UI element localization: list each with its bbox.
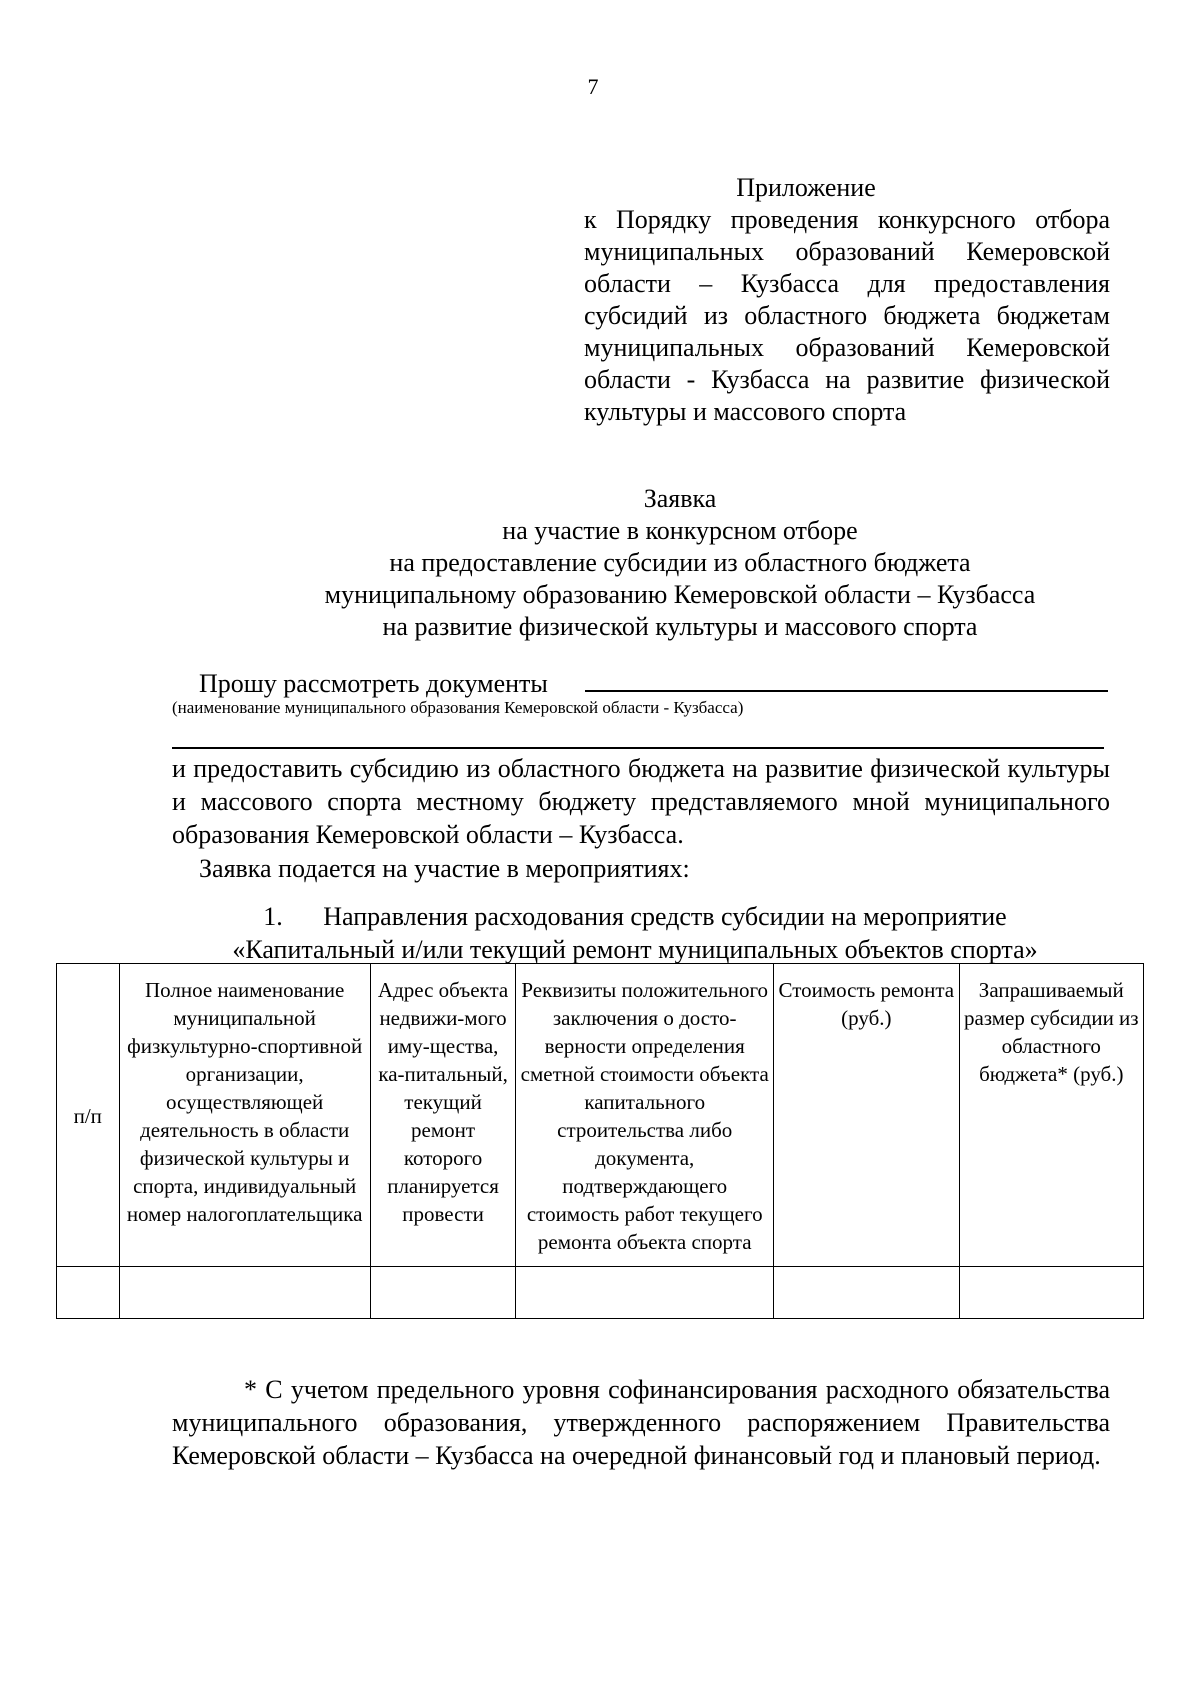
appendix-text: к Порядку проведения конкурсного отбора муниципальных образований Кемеровской области – Кузбасса для предоставления субсидий из областного бюджета бюджетам муниципальных образований Кемеровской области - Кузбасса на развитие физической культуры и массового спорта [584,205,1110,426]
submitted-for: Заявка подается на участие в мероприятиях: [199,854,690,883]
table-header-cell: Реквизиты положительного заключения о досто-верности определения сметной стоимости объекта капитального строительства либо документа, подтверждающего стоимость работ текущего ремонта объекта спорта [516,964,774,1267]
request-lead: Прошу рассмотреть документы [199,669,548,698]
title-line: муниципальному образованию Кемеровской области – Кузбасса [324,580,1036,609]
table-header-cell: Адрес объекта недвижи-мого иму-щества, ка-питальный, текущий ремонт которого планируется провести [370,964,516,1267]
footnote: * С учетом предельного уровня софинансирования расходного обязательства муниципального образования, утвержденного распоряжением Правительства Кемеровской области – Кузбасса на очередной финансовый год и плановый период. [172,1375,1110,1470]
page-number: 7 [587,74,599,99]
appendix-title: Приложение [736,173,876,202]
municipality-caption: (наименование муниципального образования Кемеровской области - Кузбасса) [172,698,744,717]
section-heading [130,900,1140,966]
table-cell [57,1267,120,1319]
application-title [130,483,1200,643]
section-line-1: Направления расходования средств субсидии на мероприятие [323,902,1007,931]
title-line: на участие в конкурсном отборе [502,516,858,545]
table-header-cell: п/п [57,964,120,1267]
title-line: на предоставление субсидии из областного бюджета [389,548,971,577]
request-body: и предоставить субсидию из областного бюджета на развитие физической культуры и массового спорта местному бюджету представляемого мной муниципального образования Кемеровской области – Кузбасса. [172,754,1110,849]
table-cell [959,1267,1143,1319]
municipality-fill-line-2 [172,747,1104,749]
table-cell [370,1267,516,1319]
expenditure-table [56,963,1144,1319]
table-cell [119,1267,370,1319]
table-row [57,1267,1144,1319]
title-line: на развитие физической культуры и массового спорта [382,612,978,641]
section-heading-line-1 [130,900,1140,933]
table-header-cell: Стоимость ремонта (руб.) [774,964,959,1267]
appendix-block [584,172,1110,428]
municipality-fill-line [585,690,1108,692]
title-line: Заявка [643,484,717,513]
table-header-cell: Запрашиваемый размер субсидии из областного бюджета* (руб.) [959,964,1143,1267]
section-number: 1. [263,902,283,931]
table-header-row [57,964,1144,1267]
table-cell [516,1267,774,1319]
section-line-2: «Капитальный и/или текущий ремонт муниципальных объектов спорта» [232,935,1038,964]
table-header-cell: Полное наименование муниципальной физкультурно-спортивной организации, осуществляющей деятельность в области физической культуры и спорта, индивидуальный номер налогоплательщика [119,964,370,1267]
table-cell [774,1267,959,1319]
